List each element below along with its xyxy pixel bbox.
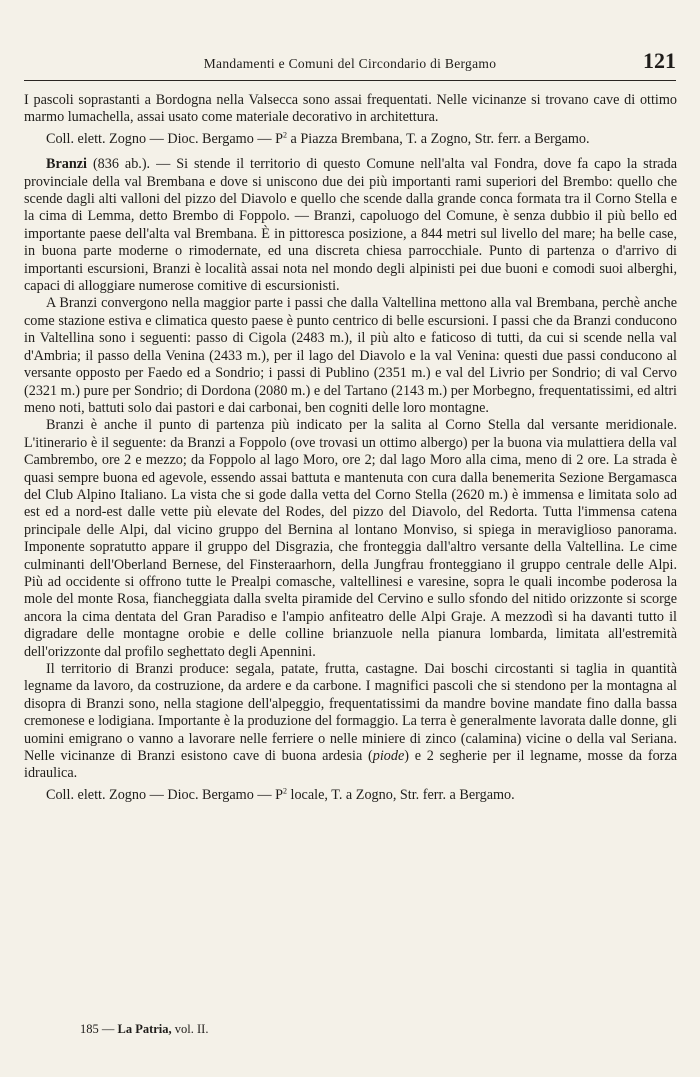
intro-paragraph: I pascoli soprastanti a Bordogna nella Valsecca sono assai frequentati. Nelle vicinanze si trovano cave di ottimo marmo lumachella, assai usato come materiale decorativo in architettura. (24, 92, 677, 126)
branzi-paragraph-3: Branzi è anche il punto di partenza più indicato per la salita al Corno Stella dal versante meridionale. L'itinerario è il seguente: da Branzi a Foppolo (ove trovasi un ottimo albergo) per la buona via mulattiera della val Cambrembo, ore 2 e mezzo; da Foppolo al lago Moro, ore 2; dal lago Moro alla cima, meno di 2 ore. La strada è quasi sempre buona ed agevole, essendo assai battuta e mantenuta con cura dalla benemerita Sezione Bergamasca del Club Alpino Italiano. La vista che si gode dalla vetta del Corno Stella (2620 m.) è immensa e limitata solo ad est ed a nord-est dalle vette più elevate del Rodes, del pizzo del Diavolo, del Redorta. Tutta l'immensa catena principale delle Alpi, dal vicino gruppo del Bernina al lontano Monviso, si spiega in meraviglioso panorama. Imponente sopratutto appare il gruppo del Disgrazia, che fronteggia dall'altro versante della Valtellina. Le cime culminanti dell'Oberland Bernese, del Finsteraarhorn, della Jungfrau fronteggiano il gruppo centrale delle Alpi. Più ad occidente si offrono tutte le Prealpi comasche, valtellinesi e varesine, sopra le quali incombe poderosa la mole del monte Rosa, fiancheggiata dalla svelta piramide del Cervino e sullo sfondo del nitido orizzonte si scorge ancora la cima dentata del Gran Paradiso e l'ampio anfiteatro delle Alpi Graje. A mezzodì si ha davanti tutto il digradare delle montagne orobie e delle colline brianzuole nella pianura lombarda, limitata all'estremità dell'orizzonte dal profilo seghettato degli Apennini. (24, 417, 677, 660)
branzi-electoral-note: Coll. elett. Zogno — Dioc. Bergamo — $P^2$ locale, T. a Zogno, Str. ferr. a Bergamo. (46, 786, 515, 803)
entry-heading-branzi: Branzi (46, 156, 87, 173)
text-body (24, 92, 677, 804)
header-title: Mandamenti e Comuni del Circondario di Bergamo (203, 56, 497, 71)
intro-electoral-note: Coll. elett. Zogno — Dioc. Bergamo — $P^2$ a Piazza Brembana, T. a Zogno, Str. ferr. a Bergamo. (46, 130, 590, 147)
signature-footer (80, 1022, 208, 1037)
running-header (24, 50, 676, 81)
branzi-paragraph-4: Il territorio di Branzi produce: segala, patate, frutta, castagne. Dai boschi circostanti si taglia in quantità legname da lavoro, da costruzione, da ardere e da carbone. I magnifici pascoli che si stendono per la montagna al disopra di Branzi sono, nella stagione dell'alpeggio, frequentatissimi da mandre bovine mandate fino dalla bassa cremonese e lodigiana. Importante è la produzione del formaggio. La terra è generalmente lavorata dalle donne, gli uomini emigrano o vanno a lavorare nelle ferriere o nelle miniere di zinco (calamina) vicine o della val Seriana. Nelle vicinanze di Branzi esistono cave di buona ardesia (piode) e 2 segherie per il legname, mosse da forza idraulica. (24, 661, 677, 782)
branzi-paragraph-1: Branzi (836 ab.). — Si stende il territorio di questo Comune nell'alta val Fondra, dove fa capo la strada provinciale della val Brembana e dove si uniscono due dei più importanti rami superiori del Brembo: quello che scende dagli alti valloni del pizzo del Diavolo e quello che scende dalla grande conca formata tra il Corno Stella e la cima di Lemma, detto Brembo di Foppolo. — Branzi, capoluogo del Comune, è senza dubbio il più bello ed importante paese dell'alta val Brembana. È in pittoresca posizione, a 844 metri sul livello del mare; ha belle case, in buona parte moderne o rimodernate, ed una discreta chiesa parrocchiale. Punto di partenza o d'arrivo di importanti escursioni, Branzi è località assai nota nel mondo degli alpinisti pei due buoni e comodi suoi alberghi, capaci di alloggiare numerose comitive di escursionisti. (24, 156, 677, 295)
page-number: 121 (643, 48, 676, 73)
publication-title: La Patria, (117, 1022, 172, 1036)
volume-label: vol. II. (174, 1022, 209, 1036)
branzi-paragraph-2: A Branzi convergono nella maggior parte i passi che dalla Valtellina mettono alla val Brembana, perchè anche come stazione estiva e climatica questo paese è punto centrico di belle escursioni. I passi che da Branzi conducono in Valtellina sono i seguenti: passo di Cigola (2483 m.), il più alto e faticoso di tutti, da cui si scende nella val d'Ambria; il passo della Venina (2433 m.), per il lago del Diavolo e la val Venina: questi due passi conducono al versante opposto per Faedo ed a Sondrio; i passi di Publino (2351 m.) e val del Livrio per Sondrio; di val Cervo (2321 m.) pure per Sondrio; di Dordona (2080 m.) e del Tartano (2143 m.) per Morbegno, frequentatissimi, ed altri meno noti, battuti solo dai pastori e dai carbonai, ben cogniti delle loro montagne. (24, 295, 677, 416)
sheet-number: 185 — (80, 1022, 115, 1036)
